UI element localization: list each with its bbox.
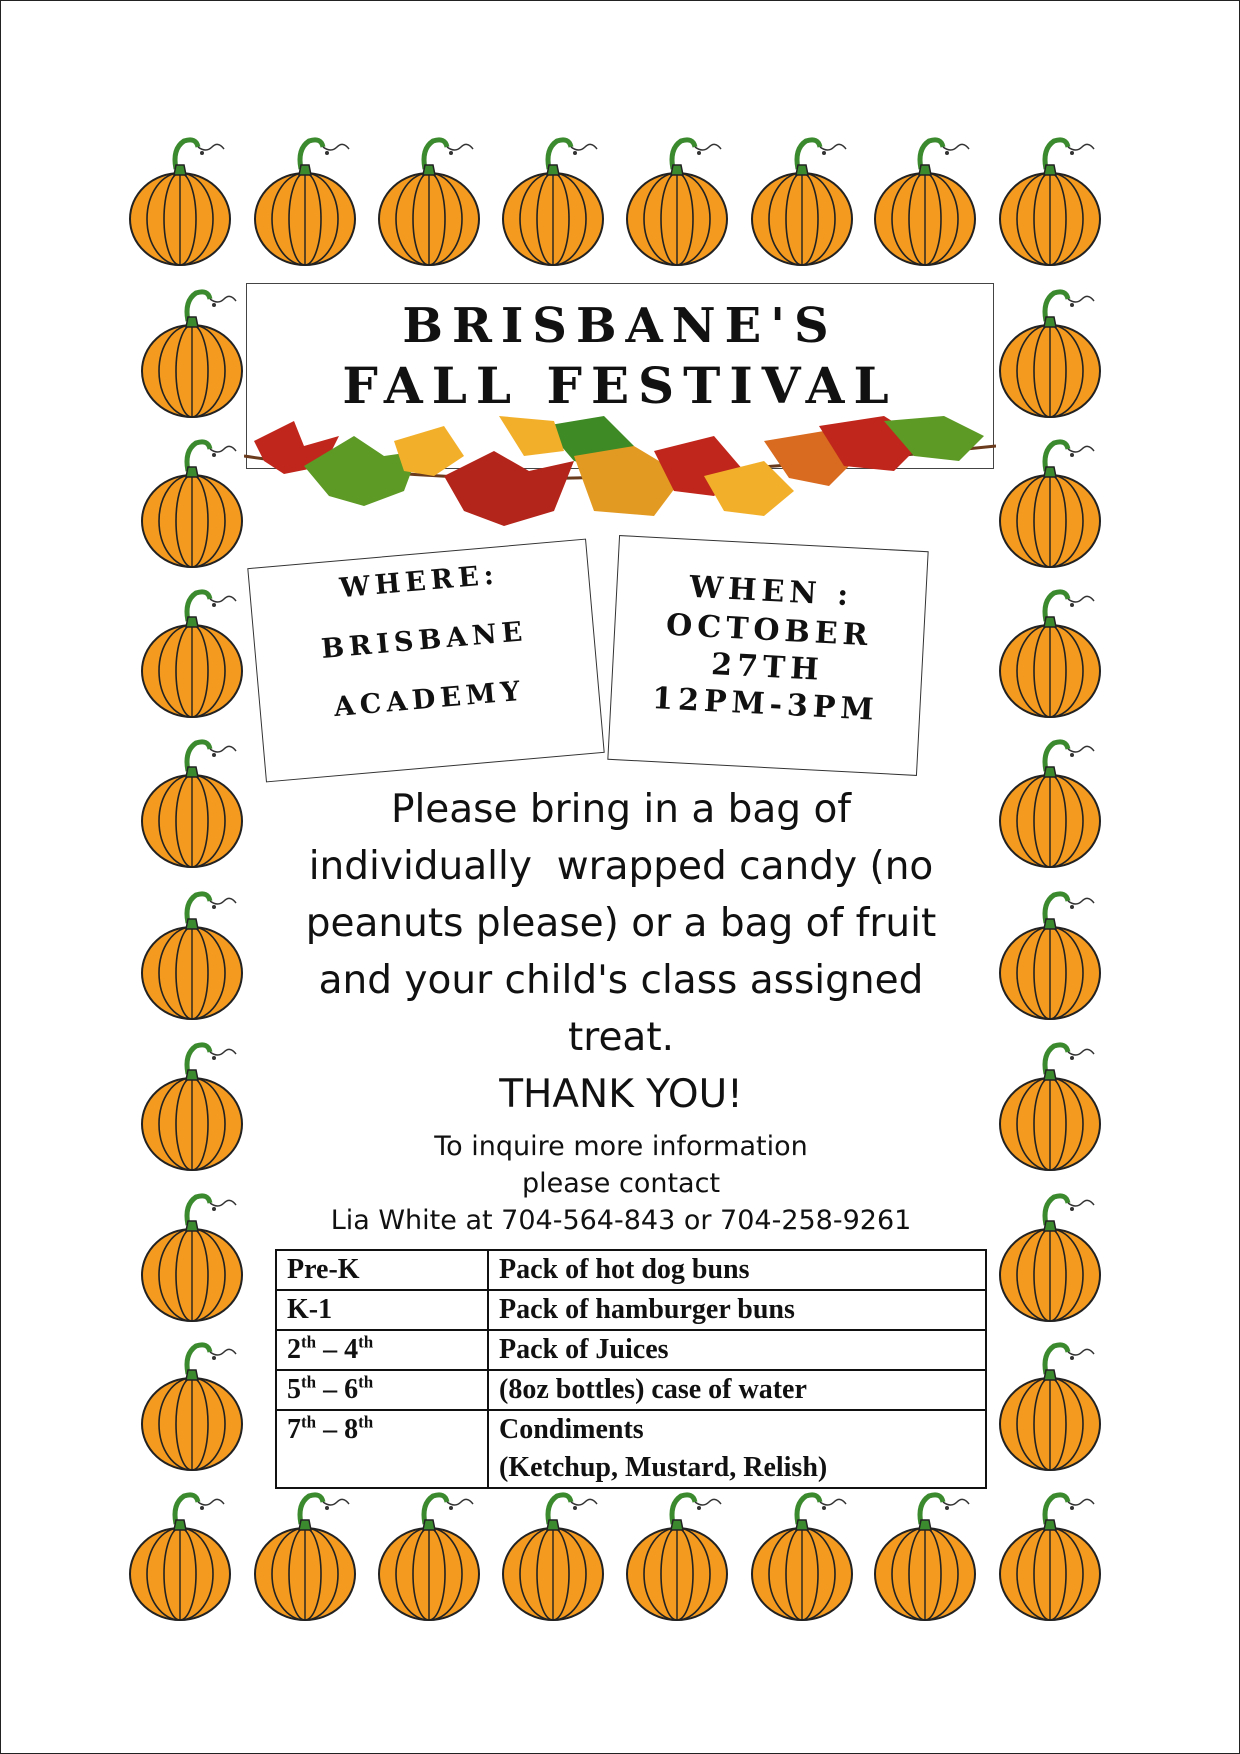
grade-grade-b: 8 — [344, 1414, 359, 1445]
pumpkin-icon — [994, 885, 1106, 1021]
pumpkin-icon — [994, 1336, 1106, 1472]
pumpkin-icon — [994, 1187, 1106, 1323]
grade-cell — [276, 1370, 488, 1410]
pumpkin-icon — [994, 283, 1106, 419]
treat-item: Pack of hamburger buns — [499, 1294, 795, 1325]
pumpkin-icon — [869, 1486, 981, 1622]
when-label: WHEN : — [688, 569, 855, 614]
message-line-3: peanuts please) or a bag of fruit — [305, 901, 937, 946]
pumpkin-icon — [746, 1486, 858, 1622]
where-line-2: ACADEMY — [332, 675, 527, 724]
contact-line-3: Lia White at 704-564-843 or 704-258-9261 — [330, 1205, 912, 1236]
grade-sup-a: th — [301, 1412, 317, 1432]
pumpkin-icon — [994, 733, 1106, 869]
grade-grade-b: 4 — [344, 1334, 359, 1365]
table-row — [276, 1290, 986, 1330]
title-line-2: FALL FESTIVAL — [342, 356, 898, 415]
treat-item: (8oz bottles) case of water — [499, 1374, 807, 1405]
grade-sup-b: th — [358, 1412, 374, 1432]
message-line-1: Please bring in a bag of — [390, 787, 852, 832]
table-row — [276, 1250, 986, 1290]
table-row — [276, 1330, 986, 1370]
pumpkin-icon — [869, 131, 981, 267]
where-line-1: BRISBANE — [320, 616, 529, 666]
treat-cell — [488, 1330, 986, 1370]
grade-cell — [276, 1250, 488, 1290]
autumn-leaves-garland — [244, 416, 996, 536]
grade-dash: – — [316, 1334, 345, 1365]
grade-dash: – — [316, 1374, 345, 1405]
pumpkin-icon — [373, 131, 485, 267]
table-row — [276, 1370, 986, 1410]
message-line-5: treat. — [567, 1015, 675, 1060]
treat-item-detail: (Ketchup, Mustard, Relish) — [499, 1452, 828, 1483]
treat-cell — [488, 1370, 986, 1410]
pumpkin-icon — [136, 733, 248, 869]
grade-cell — [276, 1330, 488, 1370]
when-line-2: 27TH — [710, 647, 825, 688]
message-line-4: and your child's class assigned — [318, 958, 924, 1003]
treat-item: Pack of Juices — [499, 1334, 669, 1365]
pumpkin-icon — [994, 1486, 1106, 1622]
message-text — [251, 781, 991, 1123]
when-line-3: 12PM-3PM — [651, 681, 880, 728]
when-card — [607, 535, 928, 776]
grade-grade-a: 7 — [287, 1414, 301, 1445]
pumpkin-icon — [124, 131, 236, 267]
grade-cell — [276, 1290, 488, 1330]
pumpkin-icon — [994, 1036, 1106, 1172]
pumpkin-icon — [994, 131, 1106, 267]
pumpkin-icon — [136, 433, 248, 569]
where-label: WHERE: — [338, 559, 500, 605]
grade-sup-b: th — [358, 1332, 374, 1352]
pumpkin-icon — [136, 885, 248, 1021]
leaf-icon — [254, 416, 984, 526]
grade-sup-a: th — [301, 1372, 317, 1392]
title-line-1: BRISBANE'S — [402, 298, 838, 354]
pumpkin-icon — [994, 433, 1106, 569]
pumpkin-icon — [249, 1486, 361, 1622]
treat-cell — [488, 1250, 986, 1290]
grade-grade-a: K-1 — [287, 1294, 333, 1325]
grade-grade-a: 5 — [287, 1374, 301, 1405]
where-card — [247, 539, 604, 783]
contact-line-2: please contact — [521, 1168, 721, 1199]
pumpkin-icon — [994, 583, 1106, 719]
treat-item: Condiments — [499, 1414, 644, 1445]
pumpkin-icon — [136, 283, 248, 419]
when-line-1: OCTOBER — [665, 607, 874, 654]
pumpkin-icon — [124, 1486, 236, 1622]
pumpkin-icon — [136, 1336, 248, 1472]
grade-grade-a: Pre-K — [287, 1254, 360, 1285]
treat-assignment-table — [275, 1249, 987, 1489]
pumpkin-icon — [621, 1486, 733, 1622]
contact-text — [251, 1128, 991, 1239]
pumpkin-icon — [136, 1036, 248, 1172]
pumpkin-icon — [621, 131, 733, 267]
pumpkin-icon — [249, 131, 361, 267]
contact-line-1: To inquire more information — [434, 1131, 808, 1162]
pumpkin-icon — [497, 131, 609, 267]
pumpkin-icon — [373, 1486, 485, 1622]
pumpkin-icon — [746, 131, 858, 267]
pumpkin-icon — [497, 1486, 609, 1622]
grade-sup-b: th — [358, 1372, 374, 1392]
grade-sup-a: th — [301, 1332, 317, 1352]
grade-grade-a: 2 — [287, 1334, 301, 1365]
message-line-2: individually wrapped candy (no — [308, 844, 934, 889]
thank-you: THANK YOU! — [499, 1072, 743, 1117]
treat-item: Pack of hot dog buns — [499, 1254, 750, 1285]
pumpkin-icon — [136, 583, 248, 719]
treat-cell — [488, 1410, 986, 1488]
grade-dash: – — [316, 1414, 345, 1445]
grade-cell — [276, 1410, 488, 1488]
pumpkin-icon — [136, 1187, 248, 1323]
grade-grade-b: 6 — [344, 1374, 359, 1405]
treat-cell — [488, 1290, 986, 1330]
table-row — [276, 1410, 986, 1488]
